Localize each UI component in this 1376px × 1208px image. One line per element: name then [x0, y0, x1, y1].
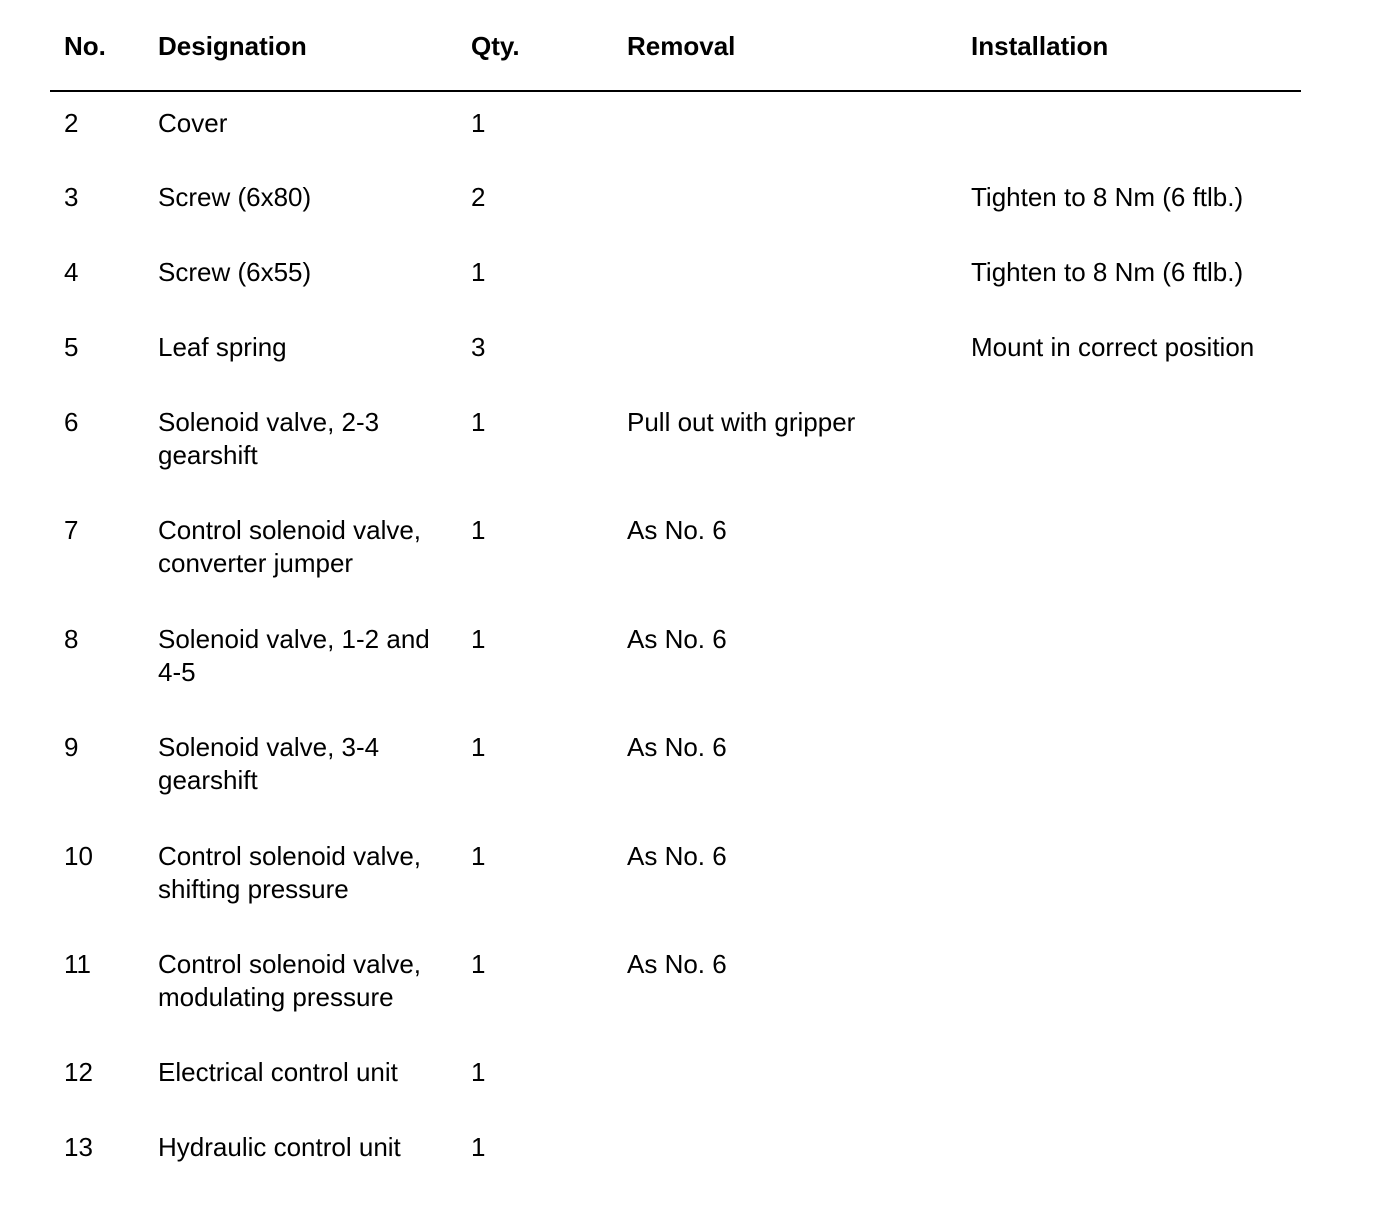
cell-no: 11 [64, 949, 91, 979]
cell-removal: As No. 6 [627, 732, 727, 762]
column-header-removal: Removal [627, 31, 736, 61]
cell-no: 10 [64, 841, 93, 871]
cell-installation: Mount in correct position [971, 332, 1255, 362]
cell-designation: Screw (6x55) [158, 257, 312, 287]
cell-removal: As No. 6 [627, 949, 727, 979]
cell-removal: As No. 6 [627, 624, 727, 654]
cell-qty: 1 [471, 732, 486, 762]
cell-qty: 1 [471, 841, 486, 871]
cell-designation: Solenoid valve, 1-2 and 4-5 [158, 624, 430, 687]
cell-designation: Leaf spring [158, 332, 287, 362]
cell-no: 8 [64, 624, 79, 654]
cell-removal: Pull out with gripper [627, 407, 856, 437]
cell-qty: 1 [471, 1057, 486, 1087]
cell-installation: Tighten to 8 Nm (6 ftlb.) [971, 182, 1244, 212]
cell-qty: 1 [471, 624, 486, 654]
cell-designation: Electrical control unit [158, 1057, 398, 1087]
cell-designation: Solenoid valve, 2-3 gearshift [158, 407, 380, 470]
cell-no: 3 [64, 182, 79, 212]
cell-designation: Cover [158, 108, 228, 138]
cell-qty: 1 [471, 1132, 486, 1162]
cell-no: 5 [64, 332, 79, 362]
column-header-no: No. [64, 31, 106, 61]
column-header-qty: Qty. [471, 31, 520, 61]
cell-installation: Tighten to 8 Nm (6 ftlb.) [971, 257, 1244, 287]
cell-qty: 1 [471, 515, 486, 545]
cell-no: 12 [64, 1057, 93, 1087]
cell-no: 2 [64, 108, 79, 138]
cell-no: 7 [64, 515, 79, 545]
column-header-designation: Designation [158, 31, 307, 61]
column-header-installation: Installation [971, 31, 1109, 61]
cell-designation: Control solenoid valve, shifting pressure [158, 841, 422, 904]
cell-qty: 2 [471, 182, 486, 212]
cell-qty: 1 [471, 108, 486, 138]
cell-designation: Screw (6x80) [158, 182, 312, 212]
cell-no: 13 [64, 1132, 93, 1162]
cell-no: 4 [64, 257, 79, 287]
cell-removal: As No. 6 [627, 515, 727, 545]
cell-designation: Control solenoid valve, converter jumper [158, 515, 422, 578]
cell-qty: 1 [471, 257, 486, 287]
cell-designation: Control solenoid valve, modulating pressure [158, 949, 422, 1012]
cell-removal: As No. 6 [627, 841, 727, 871]
cell-designation: Hydraulic control unit [158, 1132, 401, 1162]
cell-no: 9 [64, 732, 79, 762]
cell-qty: 1 [471, 949, 486, 979]
table-header [50, 0, 1301, 92]
cell-designation: Solenoid valve, 3-4 gearshift [158, 732, 380, 795]
cell-qty: 3 [471, 332, 486, 362]
cell-no: 6 [64, 407, 79, 437]
cell-qty: 1 [471, 407, 486, 437]
